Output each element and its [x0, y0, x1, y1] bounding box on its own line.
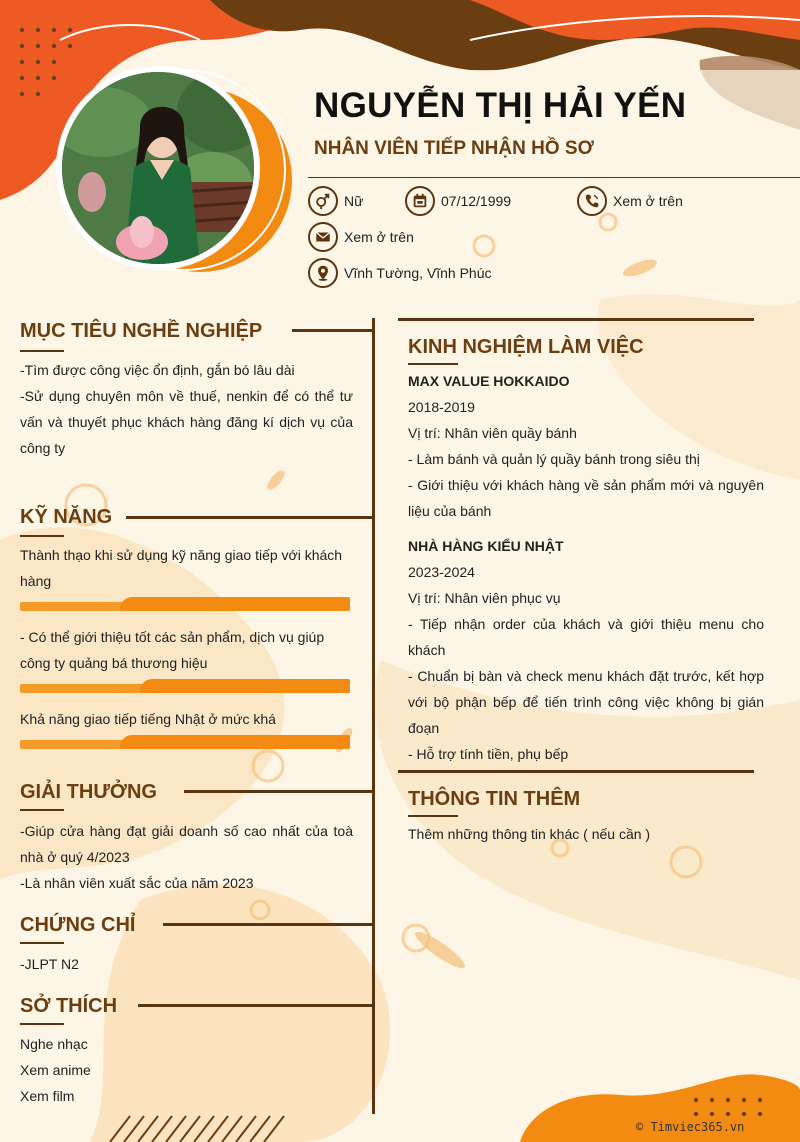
watermark: © Timviec365.vn — [636, 1120, 745, 1134]
extra-underline — [408, 815, 458, 817]
birthday-item — [405, 186, 511, 216]
awards-title: GIẢI THƯỞNG — [20, 781, 157, 803]
phone-item — [577, 186, 683, 216]
skills-title: KỸ NĂNG — [20, 506, 113, 528]
header-divider — [308, 177, 800, 178]
awards-text — [20, 818, 353, 896]
phone-icon — [577, 186, 607, 216]
job-2 — [408, 533, 764, 767]
job-1-detail-1: - Làm bánh và quản lý quầy bánh trong siêu thị — [408, 451, 700, 467]
objective-line-2: -Sử dụng chuyên môn về thuế, nenkin để có thể tư vấn và thuyết phục khách hàng đăng kí dịch vụ của công ty — [20, 388, 353, 456]
job-2-detail-3: - Hỗ trợ tính tiền, phụ bếp — [408, 746, 569, 762]
address-item — [308, 258, 492, 288]
job-2-detail-1: - Tiếp nhận order của khách và giới thiệu menu cho khách — [408, 616, 764, 658]
job-1-detail-2: - Giới thiệu với khách hàng về sản phẩm mới và nguyên liệu của bánh — [408, 477, 764, 519]
hobby-2: Xem anime — [20, 1062, 91, 1078]
extra-top-line — [398, 770, 754, 773]
email-value: Xem ở trên — [344, 229, 414, 245]
extra-text: Thêm những thông tin khác ( nếu cần ) — [408, 826, 651, 842]
hobbies-text — [20, 1031, 353, 1109]
skills-line — [126, 516, 373, 519]
job-1-role: Vị trí: Nhân viên quầy bánh — [408, 425, 577, 441]
skill-item-1: Thành thạo khi sử dụng kỹ năng giao tiếp với khách hàng — [20, 547, 343, 589]
certificates-title: CHỨNG CHỈ — [20, 914, 136, 936]
skill-item-3: Khả năng giao tiếp tiếng Nhật ở mức khá — [20, 711, 276, 727]
phone-value: Xem ở trên — [613, 193, 683, 209]
hobbies-title: SỞ THÍCH — [20, 995, 118, 1017]
skill-item-2: - Có thể giới thiệu tốt các sản phẩm, dịch vụ giúp công ty quảng bá thương hiệu — [20, 629, 325, 671]
certificates-text — [20, 951, 353, 977]
job-1 — [408, 368, 764, 524]
objective-line-1: -Tìm được công việc ổn định, gắn bó lâu dài — [20, 362, 295, 378]
job-2-detail-2: - Chuẩn bị bàn và check menu khách đặt trước, kết hợp với bộ phận bếp để tiến trình công việc không bị gián đoạn — [408, 668, 764, 736]
job-1-period: 2018-2019 — [408, 399, 475, 415]
objective-text — [20, 357, 353, 461]
hobbies-underline — [20, 1023, 64, 1025]
extra-title: THÔNG TIN THÊM — [408, 788, 581, 810]
awards-line — [184, 790, 373, 793]
gender-item — [308, 186, 363, 216]
job-2-company: NHÀ HÀNG KIỂU NHẬT — [408, 538, 564, 554]
objective-title: MỤC TIÊU NGHỀ NGHIỆP — [20, 320, 263, 342]
job-1-company: MAX VALUE HOKKAIDO — [408, 373, 570, 389]
certificates-line — [163, 923, 373, 926]
candidate-name: NGUYỄN THỊ HẢI YẾN — [314, 86, 687, 125]
avatar — [56, 66, 260, 270]
awards-underline — [20, 809, 64, 811]
awards-line-2: -Là nhân viên xuất sắc của năm 2023 — [20, 875, 254, 891]
job-position: NHÂN VIÊN TIẾP NHẬN HỒ SƠ — [314, 138, 594, 159]
address-value: Vĩnh Tường, Vĩnh Phúc — [344, 265, 492, 281]
awards-line-1: -Giúp cửa hàng đạt giải doanh số cao nhất của toà nhà ở quý 4/2023 — [20, 823, 353, 865]
certificates-underline — [20, 942, 64, 944]
skill-bar-1 — [20, 597, 350, 611]
objective-line — [292, 329, 373, 332]
certificate-1: -JLPT N2 — [20, 956, 79, 972]
calendar-icon — [405, 186, 435, 216]
gender-value: Nữ — [344, 193, 364, 209]
job-2-period: 2023-2024 — [408, 564, 475, 580]
column-divider — [372, 318, 375, 1114]
gender-icon — [308, 186, 338, 216]
objective-underline — [20, 350, 64, 352]
job-2-role: Vị trí: Nhân viên phục vụ — [408, 590, 561, 606]
skills-underline — [20, 535, 64, 537]
experience-top-line — [398, 318, 754, 321]
email-item — [308, 222, 414, 252]
avatar-photo — [62, 72, 254, 264]
skill-bar-3 — [20, 735, 350, 749]
hobby-1: Nghe nhạc — [20, 1036, 88, 1052]
hobby-3: Xem film — [20, 1088, 75, 1104]
experience-title: KINH NGHIỆM LÀM VIỆC — [408, 336, 644, 358]
envelope-icon — [308, 222, 338, 252]
experience-underline — [408, 363, 458, 365]
hobbies-line — [138, 1004, 373, 1007]
birthday-value: 07/12/1999 — [441, 193, 512, 209]
location-pin-icon — [308, 258, 338, 288]
skill-bar-2 — [20, 679, 350, 693]
